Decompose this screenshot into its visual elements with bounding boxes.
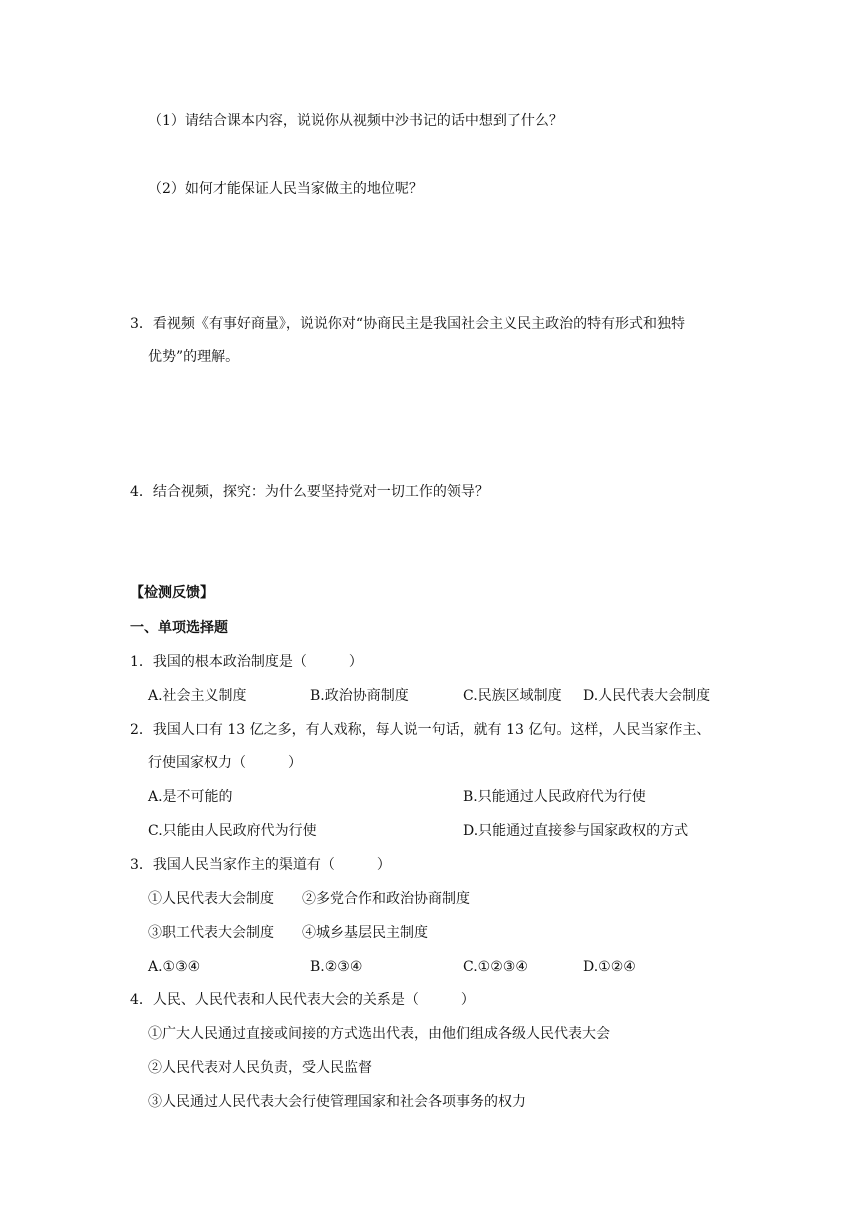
mc3-items-line-1: ①人民代表大会制度 ②多党合作和政治协商制度 xyxy=(148,891,470,907)
mc4-item-3: ③人民通过人民代表大会行使管理国家和社会各项事务的权力 xyxy=(148,1094,526,1110)
mc1-option-a: A.社会主义制度 xyxy=(148,688,247,704)
mc3-option-b: B.②③④ xyxy=(310,959,363,975)
mc3-stem: 3．我国人民当家作主的渠道有（ ） xyxy=(130,857,391,873)
mc2-stem-line-1: 2．我国人口有 13 亿之多，有人戏称，每人说一句话，就有 13 亿句。这样，人民当家作主、 xyxy=(130,722,711,738)
mc4-item-2: ②人民代表对人民负责，受人民监督 xyxy=(148,1060,372,1076)
mc2-stem-line-2: 行使国家权力（ ） xyxy=(148,755,302,771)
mc2-option-a: A.是不可能的 xyxy=(148,789,233,805)
mc1-option-c: C.民族区域制度 xyxy=(463,688,562,704)
question-2-sub-1: （1）请结合课本内容，说说你从视频中沙书记的话中想到了什么？ xyxy=(148,113,563,129)
question-3-line-2: 优势”的理解。 xyxy=(148,349,240,365)
mc4-item-1: ①广大人民通过直接或间接的方式选出代表，由他们组成各级人民代表大会 xyxy=(148,1026,610,1042)
question-2-sub-2: （2）如何才能保证人民当家做主的地位呢？ xyxy=(148,181,423,197)
mc4-stem: 4．人民、人民代表和人民代表大会的关系是（ ） xyxy=(130,992,475,1008)
question-4: 4．结合视频，探究：为什么要坚持党对一切工作的领导？ xyxy=(130,484,489,500)
mc3-option-a: A.①③④ xyxy=(148,959,201,975)
mc3-items-line-2: ③职工代表大会制度 ④城乡基层民主制度 xyxy=(148,925,428,941)
mc1-option-d: D.人民代表大会制度 xyxy=(583,688,711,704)
mc2-option-b: B.只能通过人民政府代为行使 xyxy=(463,789,646,805)
mc1-option-b: B.政治协商制度 xyxy=(310,688,409,704)
mc3-option-d: D.①②④ xyxy=(583,959,636,975)
mc2-option-d: D.只能通过直接参与国家政权的方式 xyxy=(463,823,689,839)
feedback-heading: 【检测反馈】 xyxy=(130,585,214,601)
mc1-stem: 1．我国的根本政治制度是（ ） xyxy=(130,654,363,670)
mc2-option-c: C.只能由人民政府代为行使 xyxy=(148,823,317,839)
section-title: 一、单项选择题 xyxy=(130,620,228,636)
mc3-option-c: C.①②③④ xyxy=(463,959,528,975)
question-3-line-1: 3．看视频《有事好商量》，说说你对“协商民主是我国社会主义民主政治的特有形式和独特 xyxy=(130,316,686,332)
